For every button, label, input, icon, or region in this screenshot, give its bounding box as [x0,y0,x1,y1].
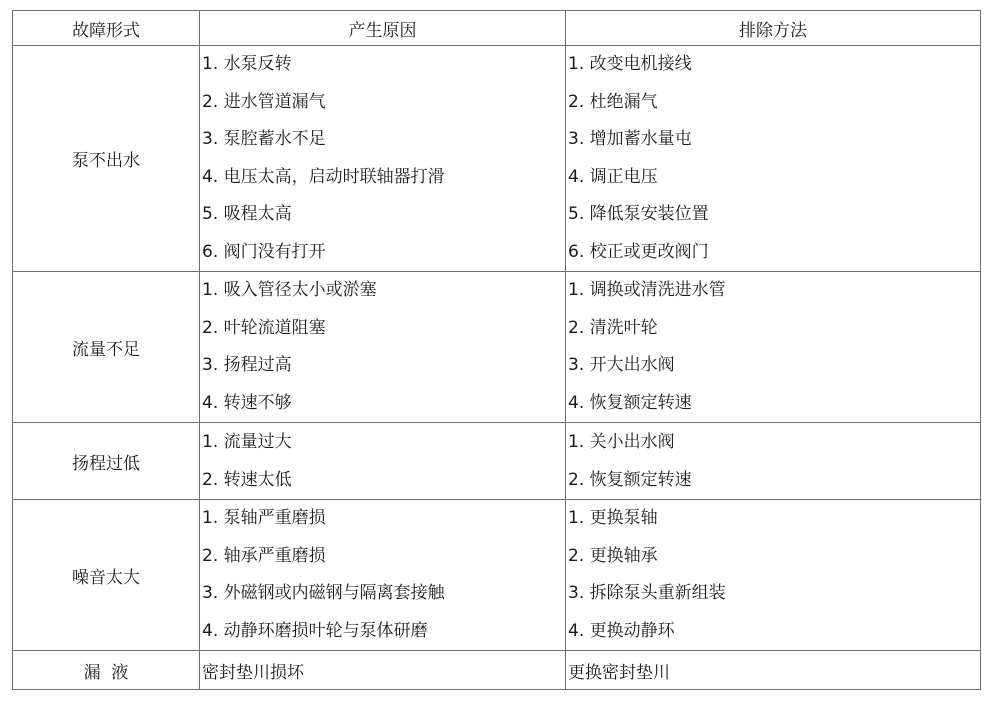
cause-item: 3. 扬程过高 [202,355,292,375]
cause-cell [200,272,566,423]
cause-item: 3. 泵腔蓄水不足 [202,129,326,149]
cause-item: 1. 吸入管径太小或淤塞 [202,280,377,300]
remedy-item: 2. 恢复额定转速 [568,470,692,490]
cause-item: 2. 叶轮流道阻塞 [202,317,326,338]
fault-type-cell: 噪音太大 [13,500,200,651]
table-row [13,272,981,423]
remedy-item: 1. 关小出水阀 [568,432,675,452]
cause-item: 4. 电压太高，启动时联轴器打滑 [202,166,445,187]
remedy-item: 2. 更换轴承 [568,545,658,566]
remedy-item: 2. 杜绝漏气 [568,91,658,112]
cause-item: 1. 水泵反转 [202,54,292,74]
remedy-cell [566,272,981,423]
table-row [13,651,981,690]
remedy-item: 1. 改变电机接线 [568,54,692,74]
cause-cell [200,423,566,500]
fault-type-cell: 漏 液 [13,651,200,690]
cause-item: 4. 动静环磨损叶轮与泵体研磨 [202,620,428,641]
remedy-item: 3. 增加蓄水量屯 [568,129,692,149]
remedy-item: 1. 调换或清洗进水管 [568,280,726,300]
fault-table [12,10,981,690]
cause-item: 2. 进水管道漏气 [202,91,326,112]
fault-table-container [12,10,980,707]
remedy-item: 2. 清洗叶轮 [568,317,658,338]
remedy-item: 4. 调正电压 [568,166,658,187]
remedy-item: 3. 开大出水阀 [568,355,675,375]
table-row [13,500,981,651]
cause-cell [200,500,566,651]
table-row [13,423,981,500]
remedy-cell [566,500,981,651]
cause-item: 1. 泵轴严重磨损 [202,508,326,528]
cause-item: 3. 外磁钢或内磁钢与隔离套接触 [202,583,445,603]
cause-item: 2. 轴承严重磨损 [202,545,326,566]
fault-type-cell: 泵不出水 [13,46,200,272]
remedy-item: 5. 降低泵安装位置 [568,204,709,224]
header-row [13,11,981,46]
remedy-cell [566,46,981,272]
remedy-item: 4. 更换动静环 [568,620,675,641]
cause-item: 4. 转速不够 [202,392,292,413]
header-fault-type: 故障形式 [13,11,200,46]
cause-item: 5. 吸程太高 [202,204,292,224]
table-row [13,46,981,272]
cause-item: 2. 转速太低 [202,470,292,490]
cause-item: 1. 流量过大 [202,432,292,452]
header-remedy: 排除方法 [566,11,981,46]
remedy-item: 4. 恢复额定转速 [568,392,692,413]
remedy-cell [566,423,981,500]
fault-type-cell: 流量不足 [13,272,200,423]
remedy-item: 3. 拆除泵头重新组装 [568,583,726,603]
cause-item: 6. 阀门没有打开 [202,241,326,262]
cause-cell: 密封垫川损坏 [200,651,566,690]
remedy-item: 1. 更换泵轴 [568,508,658,528]
header-cause: 产生原因 [200,11,566,46]
cause-cell [200,46,566,272]
remedy-cell: 更换密封垫川 [566,651,981,690]
remedy-item: 6. 校正或更改阀门 [568,241,709,262]
fault-type-cell: 扬程过低 [13,423,200,500]
